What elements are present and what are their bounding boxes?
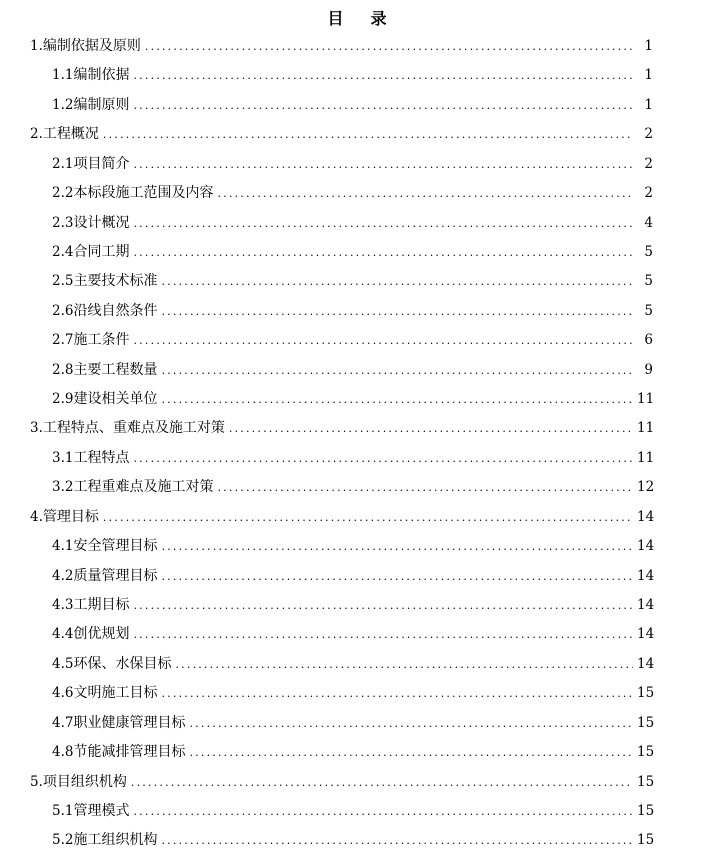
toc-dot-leader xyxy=(161,562,633,591)
toc-entry-page-number: 5 xyxy=(644,243,653,260)
toc-entry[interactable] xyxy=(0,414,715,443)
toc-entry-page-number: 15 xyxy=(637,832,655,849)
toc-entry-number: 4.4 xyxy=(52,626,74,643)
toc-entry[interactable] xyxy=(0,532,715,561)
toc-entry-number: 4. xyxy=(30,508,43,525)
toc-entry-number: 2.5 xyxy=(52,273,74,290)
toc-entry-title: 项目简介 xyxy=(73,155,130,172)
toc-dot-leader xyxy=(131,768,633,797)
toc-entry-title: 安全管理目标 xyxy=(73,538,158,555)
toc-entry-title: 工程特点、重难点及施工对策 xyxy=(42,420,225,437)
toc-entry-number: 5. xyxy=(30,773,43,790)
toc-dot-leader xyxy=(161,385,633,414)
toc-entry-number: 1.1 xyxy=(52,67,74,84)
toc-dot-leader xyxy=(103,120,633,149)
toc-entry-title: 编制依据及原则 xyxy=(42,38,141,54)
toc-dot-leader xyxy=(161,826,633,855)
toc-dot-leader xyxy=(133,238,633,267)
toc-dot-leader xyxy=(217,473,633,502)
toc-entry-page-number: 14 xyxy=(637,626,655,643)
toc-entry-title: 环保、水保目标 xyxy=(73,655,172,672)
toc-entry-page-number: 11 xyxy=(637,391,655,408)
toc-entry-title: 本标段施工范围及内容 xyxy=(73,185,214,202)
toc-dot-leader xyxy=(161,679,633,708)
toc-entry-page-number: 12 xyxy=(637,479,655,496)
toc-entry[interactable] xyxy=(0,32,715,61)
toc-dot-leader xyxy=(145,32,633,61)
toc-entry-page-number: 5 xyxy=(644,302,653,319)
toc-entry-number: 1. xyxy=(30,38,43,54)
toc-entry[interactable] xyxy=(0,326,715,355)
toc-entry-title: 编制依据 xyxy=(73,67,130,84)
toc-entry[interactable] xyxy=(0,679,715,708)
toc-entry-number: 4.7 xyxy=(52,714,74,731)
toc-entry-number: 4.8 xyxy=(52,744,74,761)
toc-entry-number: 2.9 xyxy=(52,391,74,408)
toc-dot-leader xyxy=(161,532,633,561)
toc-dot-leader xyxy=(161,356,633,385)
toc-dot-leader xyxy=(217,179,633,208)
toc-entry-page-number: 15 xyxy=(637,714,655,731)
toc-entry-title: 主要技术标准 xyxy=(73,273,158,290)
toc-entry-number: 2.7 xyxy=(52,332,74,349)
toc-entry-page-number: 1 xyxy=(644,38,653,54)
toc-dot-leader xyxy=(133,209,633,238)
toc-entry-title: 工程重难点及施工对策 xyxy=(73,479,214,496)
toc-dot-leader xyxy=(161,297,633,326)
toc-entry-number: 4.5 xyxy=(52,655,74,672)
toc-entry-number: 2.8 xyxy=(52,361,74,378)
toc-entry-page-number: 14 xyxy=(637,508,655,525)
toc-entry[interactable] xyxy=(0,709,715,738)
toc-entry-number: 4.1 xyxy=(52,538,74,555)
toc-list xyxy=(0,32,715,856)
toc-entry-number: 1.2 xyxy=(52,96,74,113)
toc-dot-leader xyxy=(161,267,633,296)
toc-entry-page-number: 14 xyxy=(637,567,655,584)
toc-entry[interactable] xyxy=(0,650,715,679)
toc-entry-page-number: 15 xyxy=(637,802,655,819)
toc-entry-title: 管理目标 xyxy=(42,508,99,525)
toc-entry-page-number: 2 xyxy=(644,126,653,143)
toc-entry-title: 项目组织机构 xyxy=(42,773,127,790)
toc-entry[interactable] xyxy=(0,385,715,414)
toc-entry-title: 工期目标 xyxy=(73,597,130,614)
toc-entry-page-number: 14 xyxy=(637,538,655,555)
toc-entry[interactable] xyxy=(0,826,715,855)
toc-dot-leader xyxy=(133,444,633,473)
toc-entry-page-number: 2 xyxy=(644,155,653,172)
toc-entry[interactable] xyxy=(0,267,715,296)
toc-dot-leader xyxy=(103,503,633,532)
toc-entry-page-number: 11 xyxy=(637,449,655,466)
toc-entry-title: 节能减排管理目标 xyxy=(73,744,186,761)
toc-title-second-char: 录 xyxy=(370,9,388,28)
toc-entry[interactable] xyxy=(0,209,715,238)
toc-entry-title: 创优规划 xyxy=(73,626,130,643)
toc-entry-title: 质量管理目标 xyxy=(73,567,158,584)
toc-entry-title: 职业健康管理目标 xyxy=(73,714,186,731)
toc-entry-page-number: 6 xyxy=(644,332,653,349)
toc-entry-title: 沿线自然条件 xyxy=(73,302,158,319)
toc-entry[interactable] xyxy=(0,768,715,797)
toc-dot-leader xyxy=(189,709,633,738)
toc-dot-leader xyxy=(133,150,633,179)
toc-entry-page-number: 15 xyxy=(637,685,655,702)
toc-entry[interactable] xyxy=(0,620,715,649)
toc-entry-page-number: 15 xyxy=(637,744,655,761)
toc-entry-number: 5.1 xyxy=(52,802,74,819)
toc-entry[interactable] xyxy=(0,356,715,385)
toc-entry[interactable] xyxy=(0,91,715,120)
toc-dot-leader xyxy=(133,797,633,826)
toc-entry-title: 设计概况 xyxy=(73,214,130,231)
toc-entry-page-number: 1 xyxy=(644,96,653,113)
toc-entry[interactable] xyxy=(0,150,715,179)
toc-entry[interactable] xyxy=(0,503,715,532)
toc-dot-leader xyxy=(175,650,633,679)
toc-entry[interactable] xyxy=(0,120,715,149)
toc-entry-number: 4.3 xyxy=(52,597,74,614)
toc-entry[interactable] xyxy=(0,179,715,208)
toc-entry-title: 文明施工目标 xyxy=(73,685,158,702)
toc-entry-number: 2.2 xyxy=(52,185,74,202)
toc-entry-page-number: 9 xyxy=(644,361,653,378)
toc-entry-page-number: 14 xyxy=(637,597,655,614)
toc-entry-title: 施工条件 xyxy=(73,332,130,349)
toc-entry-number: 2.1 xyxy=(52,155,74,172)
toc-entry-number: 5.2 xyxy=(52,832,74,849)
toc-entry-title: 工程概况 xyxy=(42,126,99,143)
toc-dot-leader xyxy=(133,620,633,649)
toc-entry[interactable] xyxy=(0,591,715,620)
toc-entry[interactable] xyxy=(0,797,715,826)
toc-dot-leader xyxy=(189,738,633,767)
toc-entry-number: 2.3 xyxy=(52,214,74,231)
toc-entry-page-number: 4 xyxy=(644,214,653,231)
toc-entry-number: 2.6 xyxy=(52,302,74,319)
toc-title-first-char: 目 xyxy=(327,9,345,28)
toc-entry-page-number: 14 xyxy=(637,655,655,672)
toc-entry-number: 2. xyxy=(30,126,43,143)
toc-entry[interactable] xyxy=(0,238,715,267)
toc-entry[interactable] xyxy=(0,562,715,591)
toc-dot-leader xyxy=(133,326,633,355)
toc-entry-page-number: 15 xyxy=(637,773,655,790)
toc-entry[interactable] xyxy=(0,738,715,767)
toc-entry-title: 建设相关单位 xyxy=(73,391,158,408)
toc-entry-page-number: 11 xyxy=(637,420,655,437)
toc-title xyxy=(0,6,715,29)
toc-entry-page-number: 5 xyxy=(644,273,653,290)
toc-entry-number: 4.2 xyxy=(52,567,74,584)
toc-entry-page-number: 1 xyxy=(644,67,653,84)
toc-entry-number: 3.1 xyxy=(52,449,74,466)
toc-entry[interactable] xyxy=(0,297,715,326)
toc-entry-title: 编制原则 xyxy=(73,96,130,113)
toc-entry-title: 合同工期 xyxy=(73,243,130,260)
toc-dot-leader xyxy=(133,591,633,620)
toc-entry-title: 管理模式 xyxy=(73,802,130,819)
toc-dot-leader xyxy=(229,414,633,443)
toc-entry[interactable] xyxy=(0,444,715,473)
toc-entry-number: 3.2 xyxy=(52,479,74,496)
toc-dot-leader xyxy=(133,91,633,120)
toc-entry-title: 工程特点 xyxy=(73,449,130,466)
toc-entry-page-number: 2 xyxy=(644,185,653,202)
toc-entry[interactable] xyxy=(0,473,715,502)
toc-entry[interactable] xyxy=(0,61,715,90)
toc-entry-number: 3. xyxy=(30,420,43,437)
toc-entry-title: 施工组织机构 xyxy=(73,832,158,849)
toc-dot-leader xyxy=(133,61,633,90)
toc-entry-number: 2.4 xyxy=(52,243,74,260)
toc-entry-number: 4.6 xyxy=(52,685,74,702)
toc-entry-title: 主要工程数量 xyxy=(73,361,158,378)
